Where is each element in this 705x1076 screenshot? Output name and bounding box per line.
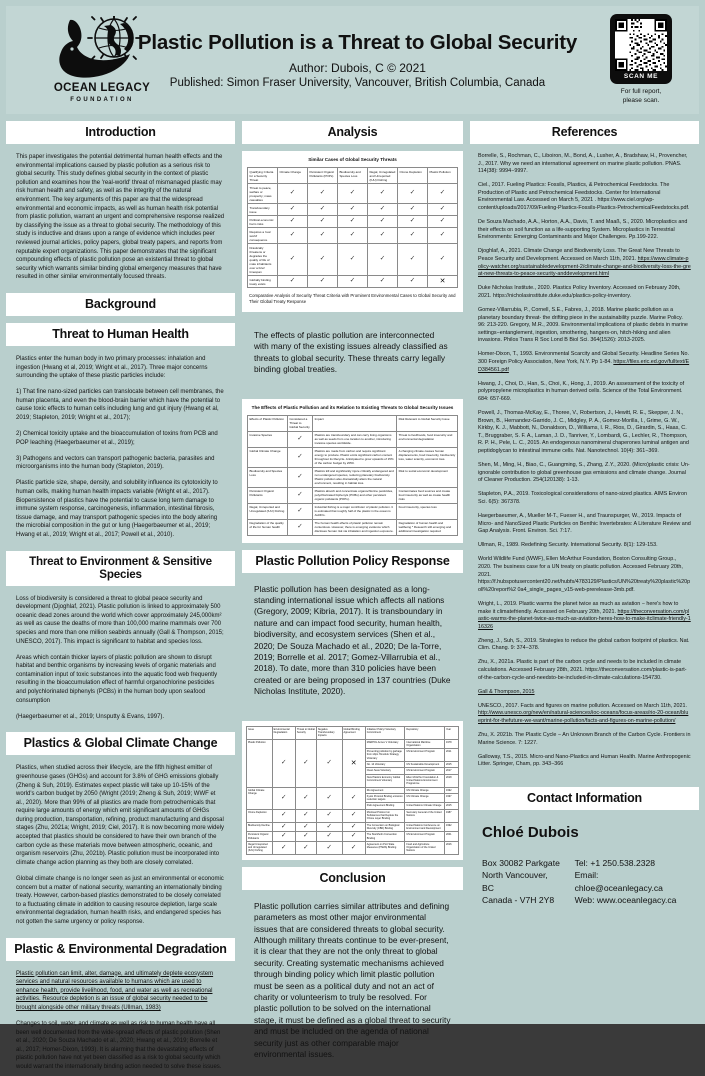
degradation-body (6, 961, 235, 1076)
check-icon: ✓ (379, 217, 386, 225)
table3-col-4: Global Binding Agreement (342, 726, 365, 739)
table2-col-3: Risk Relevant to Global Security Issue (397, 415, 458, 431)
table3-col-5: Initiative/ Policy/ Voluntary Commitment (365, 726, 405, 739)
check-icon: ✓ (319, 217, 326, 225)
table-row: Biodiversity and Species Loss ✓ Plastics kill and significantly injure critically endangered and non endangered species, reducing planetary biodiversity. Plastic pollution also dramatically alters the natural environment, resulting in habitat loss. Risk to social economic development (248, 467, 458, 487)
policy-heading: Plastic Pollution Policy Response (242, 550, 463, 573)
contact-email[interactable]: Email: chloe@oceanlegacy.ca (574, 870, 663, 893)
table-row: Threat to peace, welfare or prosperity; mass casualties ✓ ✓ ✓ ✓ ✓ ✓ (248, 184, 458, 204)
paragraph: (Haegerbaeumer et al., 2019; Unsputty & Evans, 1997). (16, 713, 165, 720)
contact-channels (575, 857, 687, 907)
human-health-heading: Threat to Human Health (6, 323, 235, 346)
check-icon: ✓ (409, 217, 416, 225)
table2-col-1: Considered a Threat to Global Security (287, 415, 312, 431)
check-icon: ✓ (326, 822, 332, 830)
reference-text: World Wildlife Fund (WWF), Ellen McArthur Foundation, Boston Consulting Group., 2020. The business case for a UN treaty on plastic pollution. Accessed February 20th, 2021. https://f.hubspotusercontent20.net/hubfs/4783129/Plastics/UN%20treaty%20plastic%20poll%20report%2 0a4_single_pages_v15-web-prerelease-3mb.pdf. (478, 556, 691, 593)
table2-header-row (248, 415, 458, 431)
check-icon: ✓ (303, 832, 309, 840)
check-icon: ✓ (326, 758, 332, 766)
table-row: Requires a 'real world' consequence ✓ ✓ ✓ ✓ ✓ ✓ (248, 228, 458, 244)
section-analysis (242, 121, 463, 144)
qr-code-icon[interactable] (615, 19, 667, 71)
reference-entry (478, 307, 691, 345)
table2-title: The Effects of Plastic Pollution and its Relation to Existing Threats to Global Security Issues (251, 404, 454, 410)
reference-text: Stapleton, P.A., 2019. Toxicological considerations of nano-sized plastics. AIMS Environ Sci. 6(5): 367378. (478, 491, 687, 505)
reference-entry (478, 410, 691, 456)
reference-link[interactable]: https://theconversation.com/plastic-warms-the-planet-twice-as-much-as-aviation-heres-how-to-make-itclimate-friendly-116326 (478, 608, 691, 630)
author-line: Author: Dubois, C © 2021 (289, 61, 426, 75)
check-icon: ✓ (326, 793, 332, 801)
check-icon: ✓ (439, 217, 446, 225)
table-row: Kyoto Protocol Binding emission reduction targets UN Climate Change 1997 (247, 793, 459, 803)
table-row: Plastic Pollution ✓ ✓ ✓ ✕ MARPOL Annex V Voluntary International Maritime Organization 1978 (247, 739, 459, 749)
check-icon: ✓ (379, 277, 386, 285)
ocean-legacy-logo (42, 16, 162, 108)
section-background (6, 293, 235, 316)
contact-name: Chloé Dubois (482, 823, 579, 841)
table-row: Clean Seas Voluntary UN Environment Program 2017 (247, 768, 459, 774)
cross-icon: ✕ (439, 278, 446, 285)
section-degradation (6, 938, 235, 1076)
climate-heading: Plastics & Global Climate Change (6, 732, 235, 755)
reference-text: Hwang, J., Choi, D., Han, S., Choi, K., Hong, J., 2019. An assessment of the toxicity of polypropylene microplastics in human derived cells. Science of the Total Environment. 684: 657-669. (478, 380, 685, 402)
reference-link[interactable]: Gall & Thompson, 2015 (478, 688, 535, 695)
check-icon: ✓ (439, 255, 446, 263)
right-spacer (470, 914, 699, 1019)
check-icon: ✓ (281, 822, 287, 830)
reference-entry (478, 732, 691, 747)
reference-entry (478, 153, 691, 176)
reference-text: Ullman, R., 1989. Redefining Security. International Security. 8(1): 129-153. (478, 542, 658, 549)
check-icon: ✓ (303, 822, 309, 830)
check-icon: ✓ (297, 472, 303, 480)
reference-entry (478, 542, 691, 550)
check-icon: ✓ (349, 255, 356, 263)
table-security-threats (242, 151, 463, 312)
reference-text: Wright, L., 2019. Plastic warms the planet twice as much as aviation − here's how to make it climatefriendly. Accessed on February 20th, 2021. (478, 600, 679, 615)
climate-body (6, 755, 235, 930)
background-heading: Background (6, 293, 235, 316)
check-icon: ✓ (349, 217, 356, 225)
org-name: OCEAN LEGACY (53, 82, 151, 94)
paragraph: Loss of biodiversity is considered a threat to global peace security and development (Djoghlaf, 2021). Plastic pollution is linked to approximately 500 oceanic dead zones around the world which cover approximately 245,000km² as well as cause the deaths of more than 100,000 marine mammals over 700 species and more than one million seabirds annually (Gall & Thompson, 2015; UNESCO, 2017). This impact is significant to habitat and species loss. (16, 595, 224, 645)
table3-col-2: Threat to Global Security (295, 726, 316, 739)
check-icon: ✓ (281, 811, 287, 819)
middle-column (242, 121, 463, 1059)
check-icon: ✓ (326, 811, 332, 819)
address-line-2: North Vancouver, BC (482, 870, 548, 893)
qr-scan-label: SCAN ME (623, 73, 659, 80)
table2-body (248, 431, 458, 535)
table-policy-inventory (242, 721, 463, 860)
check-icon: ✓ (349, 277, 356, 285)
table-row: Invasive Species ✓ Plastics are transboundary and can carry living organisms as well as seeds from one location to another, introducing invasive species worldwide. Threat to livelihoods, food insecurity and environmental degradation (248, 431, 458, 447)
check-icon: ✓ (379, 255, 386, 263)
table1-title: Similar Cases of Global Security Threats (308, 157, 397, 162)
table2-col-2: Impact (313, 415, 397, 431)
section-references (470, 121, 699, 780)
check-icon: ✓ (319, 255, 326, 263)
reference-link[interactable]: https://files.eric.ed.gov/fulltext/ED384561.pdf (478, 359, 690, 373)
reference-text: Zhu, X. 2021b. The Plastic Cycle − An Unknown Branch of the Carbon Cycle. Frontiers in Marine Science. 7: 1227. (478, 732, 691, 746)
reference-entry (478, 248, 691, 278)
table-row: Global Climate Change ✓ ✓ ✓ ✓ Rio Agreement UN Climate Change 1992 (247, 787, 459, 793)
table1-col-3: Biodiversity and Species Loss (338, 168, 368, 184)
reference-text: Powell, J., Thomas-McKay, E., Thoree, V., Robertson, J., Hewitt, R. E., Skepper, J. N., Brown, B., Hernandez-Garrido, J. C., Midgley, P. A., Gomez-Morilla, I., Grime, G. W., Kirkby, K. J., Mabbott, N., Donaldson, D., Williams, I. R., Rios, D., Girardin, S., Haas, C. T., Bruggraber, S. F. A., Laman, J. D., Tanriver, Y., Lombardi, G., Lechler, R., Thompson, R. P. H., Pele, L. C., 2015. An endogenous nanomineral chaperones luminal antigen and peptidoglycan to intestinal immune cells. Nat. Nanotechnol. 10(4): 361−369. (478, 410, 689, 454)
check-icon: ✓ (349, 231, 356, 239)
reference-entry (478, 703, 691, 726)
check-icon: ✓ (289, 217, 296, 225)
left-column (6, 121, 235, 1070)
paragraph: This paper investigates the potential detrimental human health effects and the environmental implications caused by plastic pollution as a serious risk to global security. This study defines global security in the context of plastic pollution and examines how the 'real-world' threat of mismanaged plastic may risk human health and safety, as well as the integrity of the natural environment. The key arguments of this paper are that the widespread environmental and economic impacts, as well as human health risk potential from plastic pollution, warrant an urgent and comprehensive response realized by classifying the issue as a threat to global security. The methodology of this study is inductive and draws upon a range of evidence which includes peer reviewed journal articles, policy papers, global treaty papers, and reports from reputable expert organizations. This paper demonstrates that the significant compounding effects of plastic pollution pose an existential threat to global security which warrants similar binding global emergency measures that have resulted in other similar environmentally focused threats. (16, 154, 225, 281)
table2-col-0: Effects of Plastic Pollution (248, 415, 288, 431)
reference-entry (478, 381, 691, 404)
check-icon: ✓ (297, 452, 303, 460)
contact-details (470, 841, 699, 907)
section-conclusion (242, 867, 463, 1076)
check-icon: ✓ (349, 189, 356, 197)
check-icon: ✓ (289, 189, 296, 197)
check-icon: ✓ (297, 434, 303, 442)
paragraph: Plastics enter the human body in two primary processes: inhalation and ingestion (Hwang et al, 2019; Wright et al., 2017). Three major concerns surrounding the uptake of these plastic particles include: (16, 355, 208, 380)
reference-entry (478, 182, 691, 212)
check-icon: ✓ (350, 811, 357, 819)
check-icon: ✓ (303, 758, 309, 766)
cross-icon: ✕ (350, 759, 357, 767)
table-row: Illegal, Unreported and Unregulated (IUU) Fishing ✓ Industrial fishing is a major contributor of plastic pollution. It is estimated that roughly half of the plastic in the ocean is ALDFG. Food insecurity, species loss (248, 503, 458, 519)
qr-code-block[interactable] (605, 14, 677, 105)
analysis-text (242, 319, 463, 392)
publication-line: Published: Simon Fraser University, Vancouver, British Columbia, Canada (169, 77, 546, 89)
check-icon: ✓ (409, 277, 416, 285)
table-row: Persistent Organic Pollutants ✓ Plastics absorb and concentrate organochlorine pesticides, polychlorinated biphenyls (PCBs) and other persistent organic pollutants (POPs). Contaminates food sources and create food insecurity as well as create health risks (248, 487, 458, 503)
table-plastic-effects (242, 399, 463, 543)
table1-col-5: Ozone Depletion (398, 168, 428, 184)
references-list (470, 144, 699, 780)
check-icon: ✓ (281, 832, 287, 840)
conclusion-heading: Conclusion (242, 867, 463, 890)
qr-code-box[interactable] (610, 14, 672, 84)
table3-header-row (247, 726, 459, 739)
reference-entry (478, 491, 691, 506)
section-environment (6, 551, 235, 726)
table-row: Illegal Unreported and Unregulated (IUU) Fishing ✓ ✓ ✓ ✓ Agreement on Port State Measures (PSMA) Binding Food and Agriculture Organization of the United Nations 2016 (247, 841, 459, 854)
reference-text: Djoghlaf, A., 2021. Climate Change and Biodiversity Loss. The Great New Threats to Peace Security and Development. Accessed on March 11th, 2021. (478, 248, 680, 263)
table1 (247, 167, 458, 288)
reference-text: Gomez-Villarrubia, P., Cornell, S.E., Fabres, J., 2018. Marine plastic pollution as a planetary boundary threat- the drifting piece in the sustainability puzzle. Marine Policy. 96: 213-220. Gregory, M.R., 2009. Environmental implications of plastic debris in marine settings−entanglement, ingestion, smothering, hangers-on, hitch-hiking and alien invasions. Philos Trans R Soc Lond B Biol Sci. 364(1526): 2013-2025. (478, 307, 688, 344)
contact-heading: Contact Information (470, 787, 699, 810)
table3-col-7: Year (444, 726, 458, 739)
check-icon: ✓ (281, 758, 287, 766)
check-icon: ✓ (297, 506, 303, 514)
section-human-health (6, 323, 235, 544)
org-subtitle: FOUNDATION (70, 96, 134, 103)
check-icon: ✓ (281, 793, 287, 801)
reference-entry (478, 754, 691, 769)
environment-body (6, 586, 235, 726)
reference-text: De Souza Machado, A.A., Horton, A.A., Davis, T. and Maaß, S., 2020. Microplastics and their effects on soil function as a life-supporting System. Microplastics in Terrestrial Environments: Emerging Contaminants and Major Challenges. Pp.199-222. (478, 219, 688, 241)
table-row: Biodiversity Decline ✓ ✓ ✓ ✓ The Convention on Biological Diversity (CBD) Binding United Nations Conference on Environment and Development 1992 (247, 822, 459, 832)
reference-text: Shen, M., Ming, H., Biao, C., Guangming, S., Zhang, Z.Y., 2020. (Micro)plastic crisis: Un-ignorable contribution to global greenhouse gas emissions and climate change. Journal of Cleaner Production. 254(120138): 1-13. (478, 462, 690, 484)
check-icon: ✓ (439, 231, 446, 239)
paragraph: Changes to soil, water, and climate as well as risk to human health have all been well documented from the wide-spread effects of plastic pollution (Shen et al., 2020; De Souza Machado et al., 2020; Hwang et al., 2019; Borrelle et al., 2017; Homer-Dixon, 1993). It is alarming that the devastating effects of plastic pollution have not yet been classified as a risk to global security which would warrant the internationally binding action needed to solve these issues. (16, 1020, 222, 1070)
table-row: Degradation of the quality of life for human health ✓ The human health effects of plastic pollution remain contentious. However, there is emerging evidence which discloses human risk via inhalation and ingestion exposure. Degradation of human health and wellbeing * Research still emerging and additional investigation required (248, 519, 458, 535)
reference-text: Homer-Dixon, T., 1993. Environmental Scarcity and Global Security. Headline Series No. 300 Foreign Policy Association, New York, N.Y. Pp 1-84. (478, 351, 690, 366)
table-row: Persistent Organic Pollutants ✓ ✓ ✓ ✓ The Stockholm Convention Binding UN Environment Program 2001 (247, 832, 459, 842)
check-icon: ✓ (297, 522, 303, 530)
paragraph: 1) That fine nano-sized particles can translocate between cell membranes, the human placenta, and even the blood-brain barrier which have the potential to cause toxic effects to human cells including lung and gut injury (Hwang et al, 2019; Stapleton, 2019; Wright et al., 2017); (16, 389, 224, 421)
table1-col-6: Plastic Pollution (428, 168, 458, 184)
paragraph: Plastic pollution has been designated as a long-standing international issue which affects all nations (Gregory, 2009; Kibria, 2017). It is transboundary in nature and can impact food security, human health, biodiversity, and ecosystem services (Shen et al., 2020; De Souza Machado et al., 2020; De la-Torre, 2019; Borrelle et al. 2017; Gomez-Villarrubia et al., 2018). To date, more than 310 policies have been created or are being proposed in 137 countries (Duke Nicholas Institute, 2020). (254, 583, 451, 697)
table3-col-6: Depository (405, 726, 445, 739)
check-icon: ✓ (379, 231, 386, 239)
check-icon: ✓ (303, 811, 309, 819)
environment-heading: Threat to Environment & Sensitive Species (6, 551, 235, 586)
policy-body (242, 573, 463, 714)
table-row: Paris Agreement Binding United Nations Climate Change 2015 (247, 803, 459, 809)
check-icon: ✓ (289, 277, 296, 285)
check-icon: ✓ (303, 793, 309, 801)
table-row: Global Climate Change ✓ Plastics are made from carbon and require significant energy to produce. Plastic emits significant carbon content throughout its lifecycle. Anticipated to grow upwards of 15% of the carbon budget by 2050. A changing climate causes human displacements, food insecurity, biodiversity loss, water scarcity, economic loss. (248, 447, 458, 467)
degradation-heading: Plastic & Environmental Degradation (6, 938, 235, 961)
check-icon: ✓ (319, 277, 326, 285)
references-heading: References (470, 121, 699, 144)
paragraph: Areas which contain thicker layers of plastic pollution are shown to disrupt habitat and benthic organisms by increasing levels of organic materials and contamination input of toxic substances into the aquatic food web frequently resulting in the bioaccumulation effect of harmful organochlorine pesticides and polychlorinated biphenyls (PCBs) in the human body upon seafood consumption (16, 654, 218, 704)
table3-col-3: Negative Transboundary Impacts (316, 726, 342, 739)
table2 (247, 415, 458, 536)
contact-address (482, 857, 561, 907)
table3-col-1: Environmental Degradation (272, 726, 295, 739)
table1-header-row (248, 168, 458, 184)
paragraph: Plastic pollution can limit, alter, damage, and ultimately deplete ecosystem services and natural resources available to humans which are used to enhance health, provide livelihood, food, and water as well as recreational activities. Resource depletion is an issue of global security needed to be brought alongside other military threats (Ullman, 1983) (16, 970, 214, 1011)
table3-col-0: Issue (247, 726, 273, 739)
paragraph: Plastic pollution carries similar attributes and defining parameters as most other major environmental issues that are considered threats to global security. Although military threats continue to be ever-present, it is clear that they are not the only threat to global security. Creating systematic mechanisms achieved through binding policy which limit plastic pollution must be seen as a political duty and not an act of charity or volunteerism to truly be resolved. For plastic pollution to be solved on the international stage, it must be defined as a global threat to security and must be included on the agenda of national security just as other comparable major environmental issues. (254, 900, 451, 1059)
reference-text: Ciel., 2017. Fueling Plastics: Fossils, Plastics, & Petrochemical Feedstocks. The Production of Plastic and Petrochemical Feedstocks. Center for International Environmental Law. Accessed on March 5, 2021 . https://www.ciel.org/wp-content/uploads/2017/09/Fueling-Plastics-Fossils-Plastics-PetrochemicalFeedstocks.pdf. (478, 182, 690, 212)
analysis-heading: Analysis (242, 121, 463, 144)
check-icon: ✓ (289, 231, 296, 239)
check-icon: ✓ (409, 255, 416, 263)
check-icon: ✓ (350, 793, 357, 801)
address-line-1: Box 30082 Parkgate (482, 857, 560, 868)
check-icon: ✓ (326, 832, 332, 840)
paragraph: Global climate change is no longer seen as just an environmental or economic concern but a matter of national security, warranting an internationally binding treaty. However, carbon-based plastics demonstrated to be closely correlated to a fluctuating climate in addition to causing resource depletion, large scale environmental degradation, human health risks, and endangered species has not gotten the same urgency or policy response. (16, 875, 224, 925)
table-row: Political economic harm risks ✓ ✓ ✓ ✓ ✓ ✓ (248, 216, 458, 228)
check-icon: ✓ (439, 189, 446, 197)
reference-entry (478, 601, 691, 631)
table1-col-1: Climate Change (278, 168, 308, 184)
paragraph: 3) Pathogens and vectors can transport pathogenic bacteria, parasites and microorganisms into the human body (Stapleton, 2019). (16, 455, 215, 471)
reference-entry (478, 351, 691, 374)
check-icon: ✓ (409, 189, 416, 197)
check-icon: ✓ (439, 205, 446, 213)
check-icon: ✓ (379, 189, 386, 197)
check-icon: ✓ (289, 205, 296, 213)
table1-col-2: Persistent Organic Pollutants (POPs) (308, 168, 338, 184)
check-icon: ✓ (350, 822, 357, 830)
section-contact (470, 787, 699, 907)
human-health-body (6, 346, 235, 544)
reference-link[interactable]: https://www.climate-policy-watcher.org/sustainabledevelopment-2/climate-change-and-biodiversity-loss-the-great-new-threats-to-peace-security-anddevelopment.html (478, 256, 691, 278)
reference-entry (478, 689, 691, 697)
page-title: Plastic Pollution is a Threat to Global Security (137, 31, 578, 54)
reference-text: UNESCO., 2017. Facts and figures on marine pollution. Accessed on March 11th, 2021. (478, 702, 688, 709)
reference-entry (478, 285, 691, 300)
check-icon: ✓ (319, 231, 326, 239)
paragraph: Plastics, when studied across their lifecycle, are the fifth highest emitter of greenhouse gases (GHGs) and account for 3.8% of GHG emissions globally (Zheng & Suh, 2019). Estimates expect plastic will take up 10-15% of the world's carbon budget by 2050 (Wright (2019; Zheng & Suh, 2019; WWF et al., 2020). More than 99% of all plastics are made from petrochemicals that require large amounts of energy which emit significant amounts of GHGs during production, transportation, refining, product manufacturing and disposal stages (Zhu, 2021a; Wright, 2019; Ciel, 2017). It is now becoming more widely accepted that plastics should be considered to have their own branch of the carbon cycle as these materials move between atmospheric, oceanic, and organism reservoirs (Zhu, 2021b). Plastic pollution must be incorporated into climate change action planning as they both are closely correlated. (16, 765, 224, 866)
reference-entry (478, 638, 691, 653)
check-icon: ✓ (297, 490, 303, 498)
check-icon: ✓ (409, 205, 416, 213)
check-icon: ✓ (303, 843, 309, 851)
poster-columns (6, 121, 699, 1070)
contact-website[interactable]: Web: www.oceanlegacy.ca (574, 895, 677, 905)
paragraph: Plastic particle size, shape, density, and solubility influence its cytotoxicity to human cells, making human health impacts variable (Wright et al., 2017). Biopersistence of plastics have the potential to cause long term damage to immune system response, carcinogenesis, inflammation, intestinal fibrosis, tissue damage, and may transport pathogenic species into the body altering the microbial composition in the gut or lung (Haegerbaeumer et al., 2019; Hwang et al., 2019; Wright et al., 2017; Powell et al., 2010). (16, 480, 218, 538)
introduction-heading: Introduction (6, 121, 235, 144)
qr-caption: For full report, please scan. (620, 88, 662, 104)
reference-link[interactable]: http://www.unesco.org/new/en/natural-sciences/ioc-oceans/focus-areas/rio-20-ocean/blueprint-for-thefuture-we-want/marine-pollution/facts-and-figures-on-marine-pollution/ (478, 710, 689, 725)
check-icon: ✓ (349, 205, 356, 213)
table3 (246, 726, 459, 855)
table1-col-4: Illegal, Unregulated and Unreported (IUU) Fishing (368, 168, 398, 184)
table-row: Preventing pollution by garbage from ships Honolulu Strategy Voluntary UN Environment Program 2011 (247, 749, 459, 762)
check-icon: ✓ (281, 843, 287, 851)
introduction-body (6, 144, 235, 286)
reference-entry (478, 462, 691, 485)
check-icon: ✓ (350, 843, 357, 851)
table1-col-0: Qualifying Criteria for a Security Threat (248, 168, 278, 184)
table-row: Globally binding treaty exists ✓ ✓ ✓ ✓ ✓ ✕ (248, 276, 458, 288)
table1-caption: Comparative Analysis of Security Threat Criteria with Prominent Environmental Cases to Global Security and Their Global Treaty Response (249, 293, 456, 304)
table-row: New Plastics Economy Global Commitment Voluntary Ellen McArthur Foundation & United Nations Environment Programme 2018 (247, 774, 459, 787)
right-column (470, 121, 699, 1018)
conclusion-body (242, 890, 463, 1076)
section-climate (6, 732, 235, 930)
check-icon: ✓ (326, 843, 332, 851)
whale-globe-icon (52, 16, 152, 82)
reference-text: Zheng, J., Suh, S., 2019. Strategies to reduce the global carbon footprint of plastics. Nat. Clim. Chang. 9: 374−378. (478, 637, 690, 652)
check-icon: ✓ (319, 205, 326, 213)
reference-text: Borrelle, S., Rochman, C., Liboiron, M., Bond, A., Lusher, A., Bradshaw, H., Provencher, J., 2017. Why we need an international agreement on marine plastic pollution. PNAS. 114(38): 9994−9997. (478, 153, 688, 175)
reference-entry (478, 556, 691, 594)
table-row: No. 14 Voluntary UN Sustainable Development 2015 (247, 762, 459, 768)
reference-text: Haegerbaeumer, A., Mueller M-T., Fueser H., and Traunspurger, W., 2019. Impacts of Micro- and NanoSized Plastic Particles on Benthic Invertebrates: A Literature Review and Gap Analysis. Front. Environ. Sci. 7:17. (478, 513, 691, 535)
reference-text: Duke Nicholas Institute., 2020. Plastics Policy Inventory. Accessed on February 20th, 2021. https://nicholasinstitute.duke.edu/plastics-policy-inventory. (478, 285, 681, 299)
section-introduction (6, 121, 235, 286)
title-block (138, 31, 577, 89)
reference-text: Zhu, X., 2021a. Plastic is part of the carbon cycle and needs to be included in climate calculations. Accessed February 28th, 2021. https://theconversation.com/plastic-is-part-of-the-carbon-cycle-and-needsto-be-included-in-climate-calculations-154730. (478, 659, 687, 681)
reference-text: Galloway, T.S., 2015. Micro-and Nano-Plastics and Human Health. Marine Anthropogenic Litter. Springer, Cham, pp. 343−366 (478, 753, 691, 768)
table-row: Transboundary issue ✓ ✓ ✓ ✓ ✓ ✓ (248, 204, 458, 216)
reference-entry (478, 219, 691, 242)
check-icon: ✓ (289, 255, 296, 263)
section-policy (242, 550, 463, 714)
table-row: Drastically threatens or degrades the quality of life of male inhabitants over a brief timespan ✓ ✓ ✓ ✓ ✓ ✓ (248, 244, 458, 276)
paragraph: 2) Chemical toxicity uptake and the bioaccumulation of toxins from PCB and POP leaching (Haegerbaeumer et al., 2019); (16, 431, 218, 446)
check-icon: ✓ (409, 231, 416, 239)
check-icon: ✓ (350, 832, 357, 840)
check-icon: ✓ (319, 189, 326, 197)
reference-entry (478, 659, 691, 682)
poster-header (6, 6, 699, 114)
check-icon: ✓ (379, 205, 386, 213)
table-row: Ozone Depletion ✓ ✓ ✓ ✓ Montreal Protocol on Substances that Deplete the Ozone Layer Binding Secretary General of the United Nations 1987 (247, 809, 459, 822)
contact-phone[interactable]: Tel: +1 250.538.2328 (574, 857, 656, 868)
address-line-3: Canada - V7H 2Y8 (482, 895, 555, 905)
table1-body (248, 184, 458, 288)
paragraph: The effects of plastic pollution are interconnected with many of the existing issues already classified as threats to global security. These threats carry legally binding global treaties. (254, 330, 448, 375)
reference-entry (478, 513, 691, 536)
table3-body (247, 739, 459, 854)
